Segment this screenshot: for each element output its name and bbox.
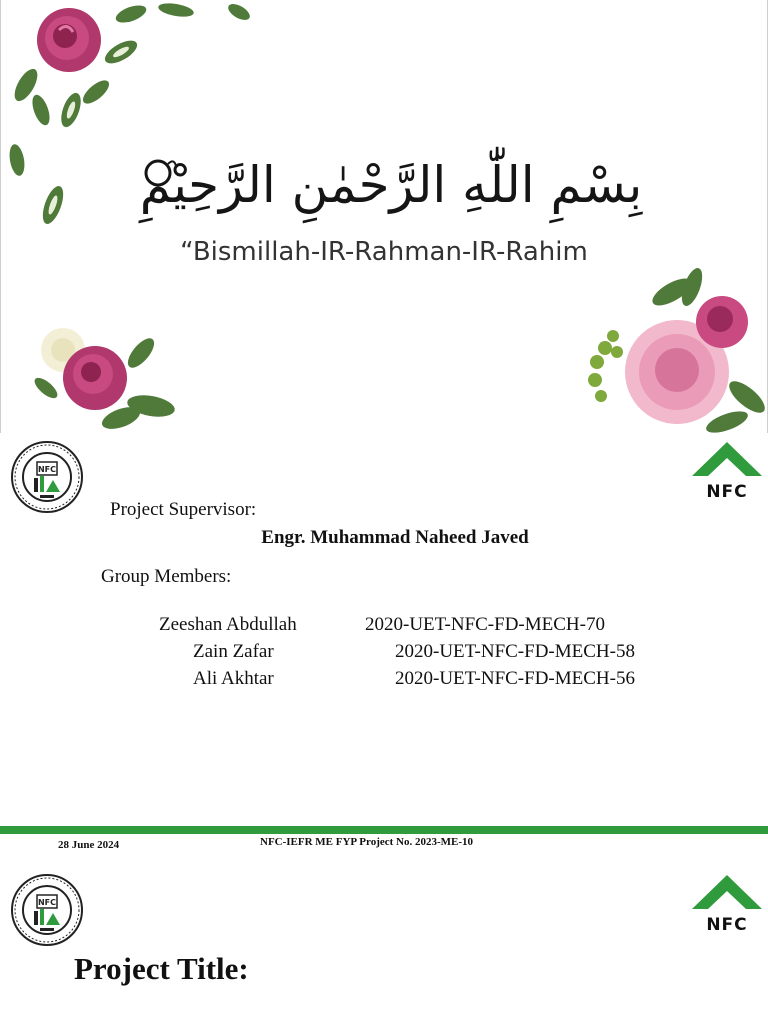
transliteration-text: “Bismillah-IR-Rahman-IR-Rahim <box>180 237 588 267</box>
footer-divider <box>0 826 768 834</box>
svg-text:NFC: NFC <box>37 465 57 474</box>
svg-text:NFC: NFC <box>37 898 57 907</box>
floral-bottom-right <box>577 262 768 433</box>
footer-project-number: NFC-IEFR ME FYP Project No. 2023-ME-10 <box>260 836 474 848</box>
member-id: 2020-UET-NFC-FD-MECH-56 <box>395 668 635 689</box>
member-name: Ali Akhtar <box>193 668 274 689</box>
floral-bottom-left <box>21 318 191 433</box>
bismillah-banner <box>0 0 768 433</box>
member-name: Zain Zafar <box>193 641 274 662</box>
footer-date: 28 June 2024 <box>58 839 120 851</box>
nfc-logo <box>690 873 764 935</box>
project-title-heading: Project Title: <box>74 951 249 986</box>
nfc-logo <box>690 440 764 502</box>
nfc-logo-text: NFC <box>706 915 748 935</box>
member-name: Zeeshan Abdullah <box>159 614 297 635</box>
group-members-label: Group Members: <box>101 566 232 587</box>
nfc-logo-text: NFC <box>706 482 748 502</box>
institute-seal-logo <box>10 873 84 947</box>
supervisor-label: Project Supervisor: <box>110 499 257 520</box>
supervisor-name: Engr. Muhammad Naheed Javed <box>261 527 529 548</box>
institute-seal-logo <box>10 440 84 514</box>
member-id: 2020-UET-NFC-FD-MECH-58 <box>395 641 635 662</box>
arabic-calligraphy: بِسْمِ اللّٰهِ الرَّحْمٰنِ الرَّحِيْمِ <box>139 156 643 214</box>
member-id: 2020-UET-NFC-FD-MECH-70 <box>365 614 605 635</box>
calligraphy-circle-icon <box>143 156 177 190</box>
